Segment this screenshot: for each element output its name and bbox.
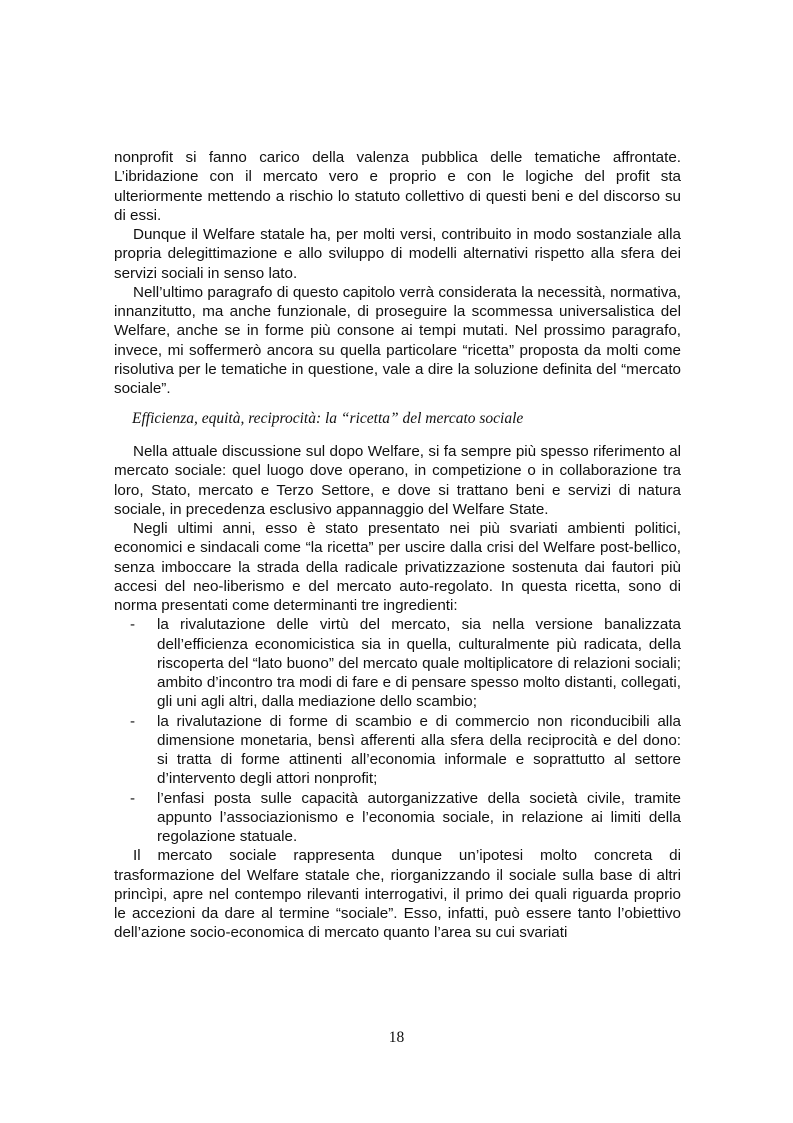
- body-text-top: [114, 148, 681, 398]
- list-item-text: la rivalutazione delle virtù del mercato, sia nella versione banalizzata dell’efficienza economicistica sia in quella, culturalmente più radicata, della riscoperta del “lato buono” del mercato quale moltiplicatore di relazioni sociali; ambito d’incontro tra modi di fare e di pensare spesso molto distanti, collegati, gli uni agli altri, dalla mediazione dello scambio;: [157, 616, 681, 711]
- paragraph-mercato-sociale-intro: Nella attuale discussione sul dopo Welfare, si fa sempre più spesso riferimento al mercato sociale: quel luogo dove operano, in competizione o in collaborazione tra loro, Stato, mercato e Terzo Settore, e dove si trattano beni e servizi di natura sociale, in precedenza esclusivo appannaggio del Welfare State.: [114, 443, 681, 518]
- list-item-text: la rivalutazione di forme di scambio e di commercio non riconducibili alla dimensione monetaria, bensì afferenti alla sfera della reciprocità e del dono: si tratta di forme attinenti all’economia informale e soprattutto al settore d’intervento degli attori nonprofit;: [157, 712, 681, 788]
- list-item: [114, 615, 681, 711]
- paragraph-ricetta: Negli ultimi anni, esso è stato presentato nei più svariati ambienti politici, economici e sindacali come “la ricetta” per uscire dalla crisi del Welfare post-bellico, senza imboccare la strada della radicale privatizzazione sostenuta dai fautori più accesi del neo-liberismo e del mercato auto-regolato. In questa ricetta, sono di norma presentati come determinanti tre ingredienti:: [114, 520, 681, 614]
- list-dash: -: [130, 789, 136, 807]
- paragraph-ultimo-paragrafo: Nell’ultimo paragrafo di questo capitolo verrà considerata la necessità, normativa, innanzitutto, ma anche funzionale, di proseguire la scommessa universalistica del Welfare, anche se in forme più consone ai tempi mutati. Nel prossimo paragrafo, invece, mi soffermerò ancora su quella particolare “ricetta” proposta da molti come risolutiva per le tematiche in questione, vale a dire la soluzione definita del “mercato sociale”.: [114, 283, 681, 397]
- paragraph-continuation: nonprofit si fanno carico della valenza pubblica delle tematiche affrontate. L’ibridazione con il mercato vero e proprio e con le logiche del profit sta ulteriormente mettendo a rischio lo statuto collettivo di questi beni e del discorso su di essi.: [114, 149, 681, 224]
- body-text-section: [114, 442, 681, 943]
- list-item: [114, 712, 681, 789]
- paragraph-closing: Il mercato sociale rappresenta dunque un’ipotesi molto concreta di trasformazione del Welfare statale che, riorganizzando il sociale sulla base di altri princìpi, apre nel contempo rilevanti interrogativi, il primo dei quali riguarda proprio le accezioni da dare al termine “sociale”. Esso, infatti, può essere tanto l’obiettivo dell’azione socio-economica di mercato quanto l’area su cui svariati: [114, 847, 681, 942]
- page-number: 18: [388, 1029, 405, 1046]
- list-item-text: l’enfasi posta sulle capacità autorganizzative della società civile, tramite appunto l’associazionismo e l’economia sociale, in relazione ai limiti della regolazione statuale.: [157, 789, 681, 845]
- list-dash: -: [130, 712, 136, 730]
- section-heading: Efficienza, equità, reciprocità: la “ricetta” del mercato sociale: [132, 410, 524, 427]
- paragraph-welfare-delegittimazione: Dunque il Welfare statale ha, per molti versi, contribuito in modo sostanziale alla propria delegittimazione e allo sviluppo di modelli alternativi rispetto alla sfera dei servizi sociali in senso lato.: [114, 226, 681, 282]
- list-item: [114, 789, 681, 847]
- list-dash: -: [130, 616, 136, 634]
- ingredients-list: [114, 615, 681, 846]
